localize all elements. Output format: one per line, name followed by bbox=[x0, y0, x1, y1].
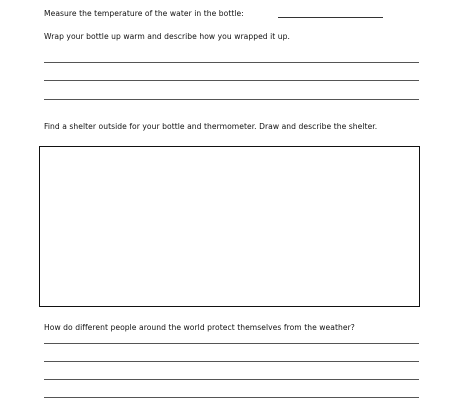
shelter-drawing-box[interactable] bbox=[39, 146, 420, 307]
answer-line[interactable] bbox=[44, 379, 419, 380]
temperature-answer-blank[interactable] bbox=[278, 17, 383, 18]
answer-line[interactable] bbox=[44, 99, 419, 100]
answer-line[interactable] bbox=[44, 62, 419, 63]
answer-line[interactable] bbox=[44, 80, 419, 81]
question-temperature: Measure the temperature of the water in the bottle: bbox=[44, 9, 244, 18]
question-shelter: Find a shelter outside for your bottle and thermometer. Draw and describe the shelter. bbox=[44, 122, 378, 131]
answer-line[interactable] bbox=[44, 397, 419, 398]
answer-line[interactable] bbox=[44, 361, 419, 362]
answer-line[interactable] bbox=[44, 343, 419, 344]
question-weather-protection: How do different people around the world protect themselves from the weather? bbox=[44, 323, 355, 332]
question-wrap-bottle: Wrap your bottle up warm and describe how you wrapped it up. bbox=[44, 32, 290, 41]
